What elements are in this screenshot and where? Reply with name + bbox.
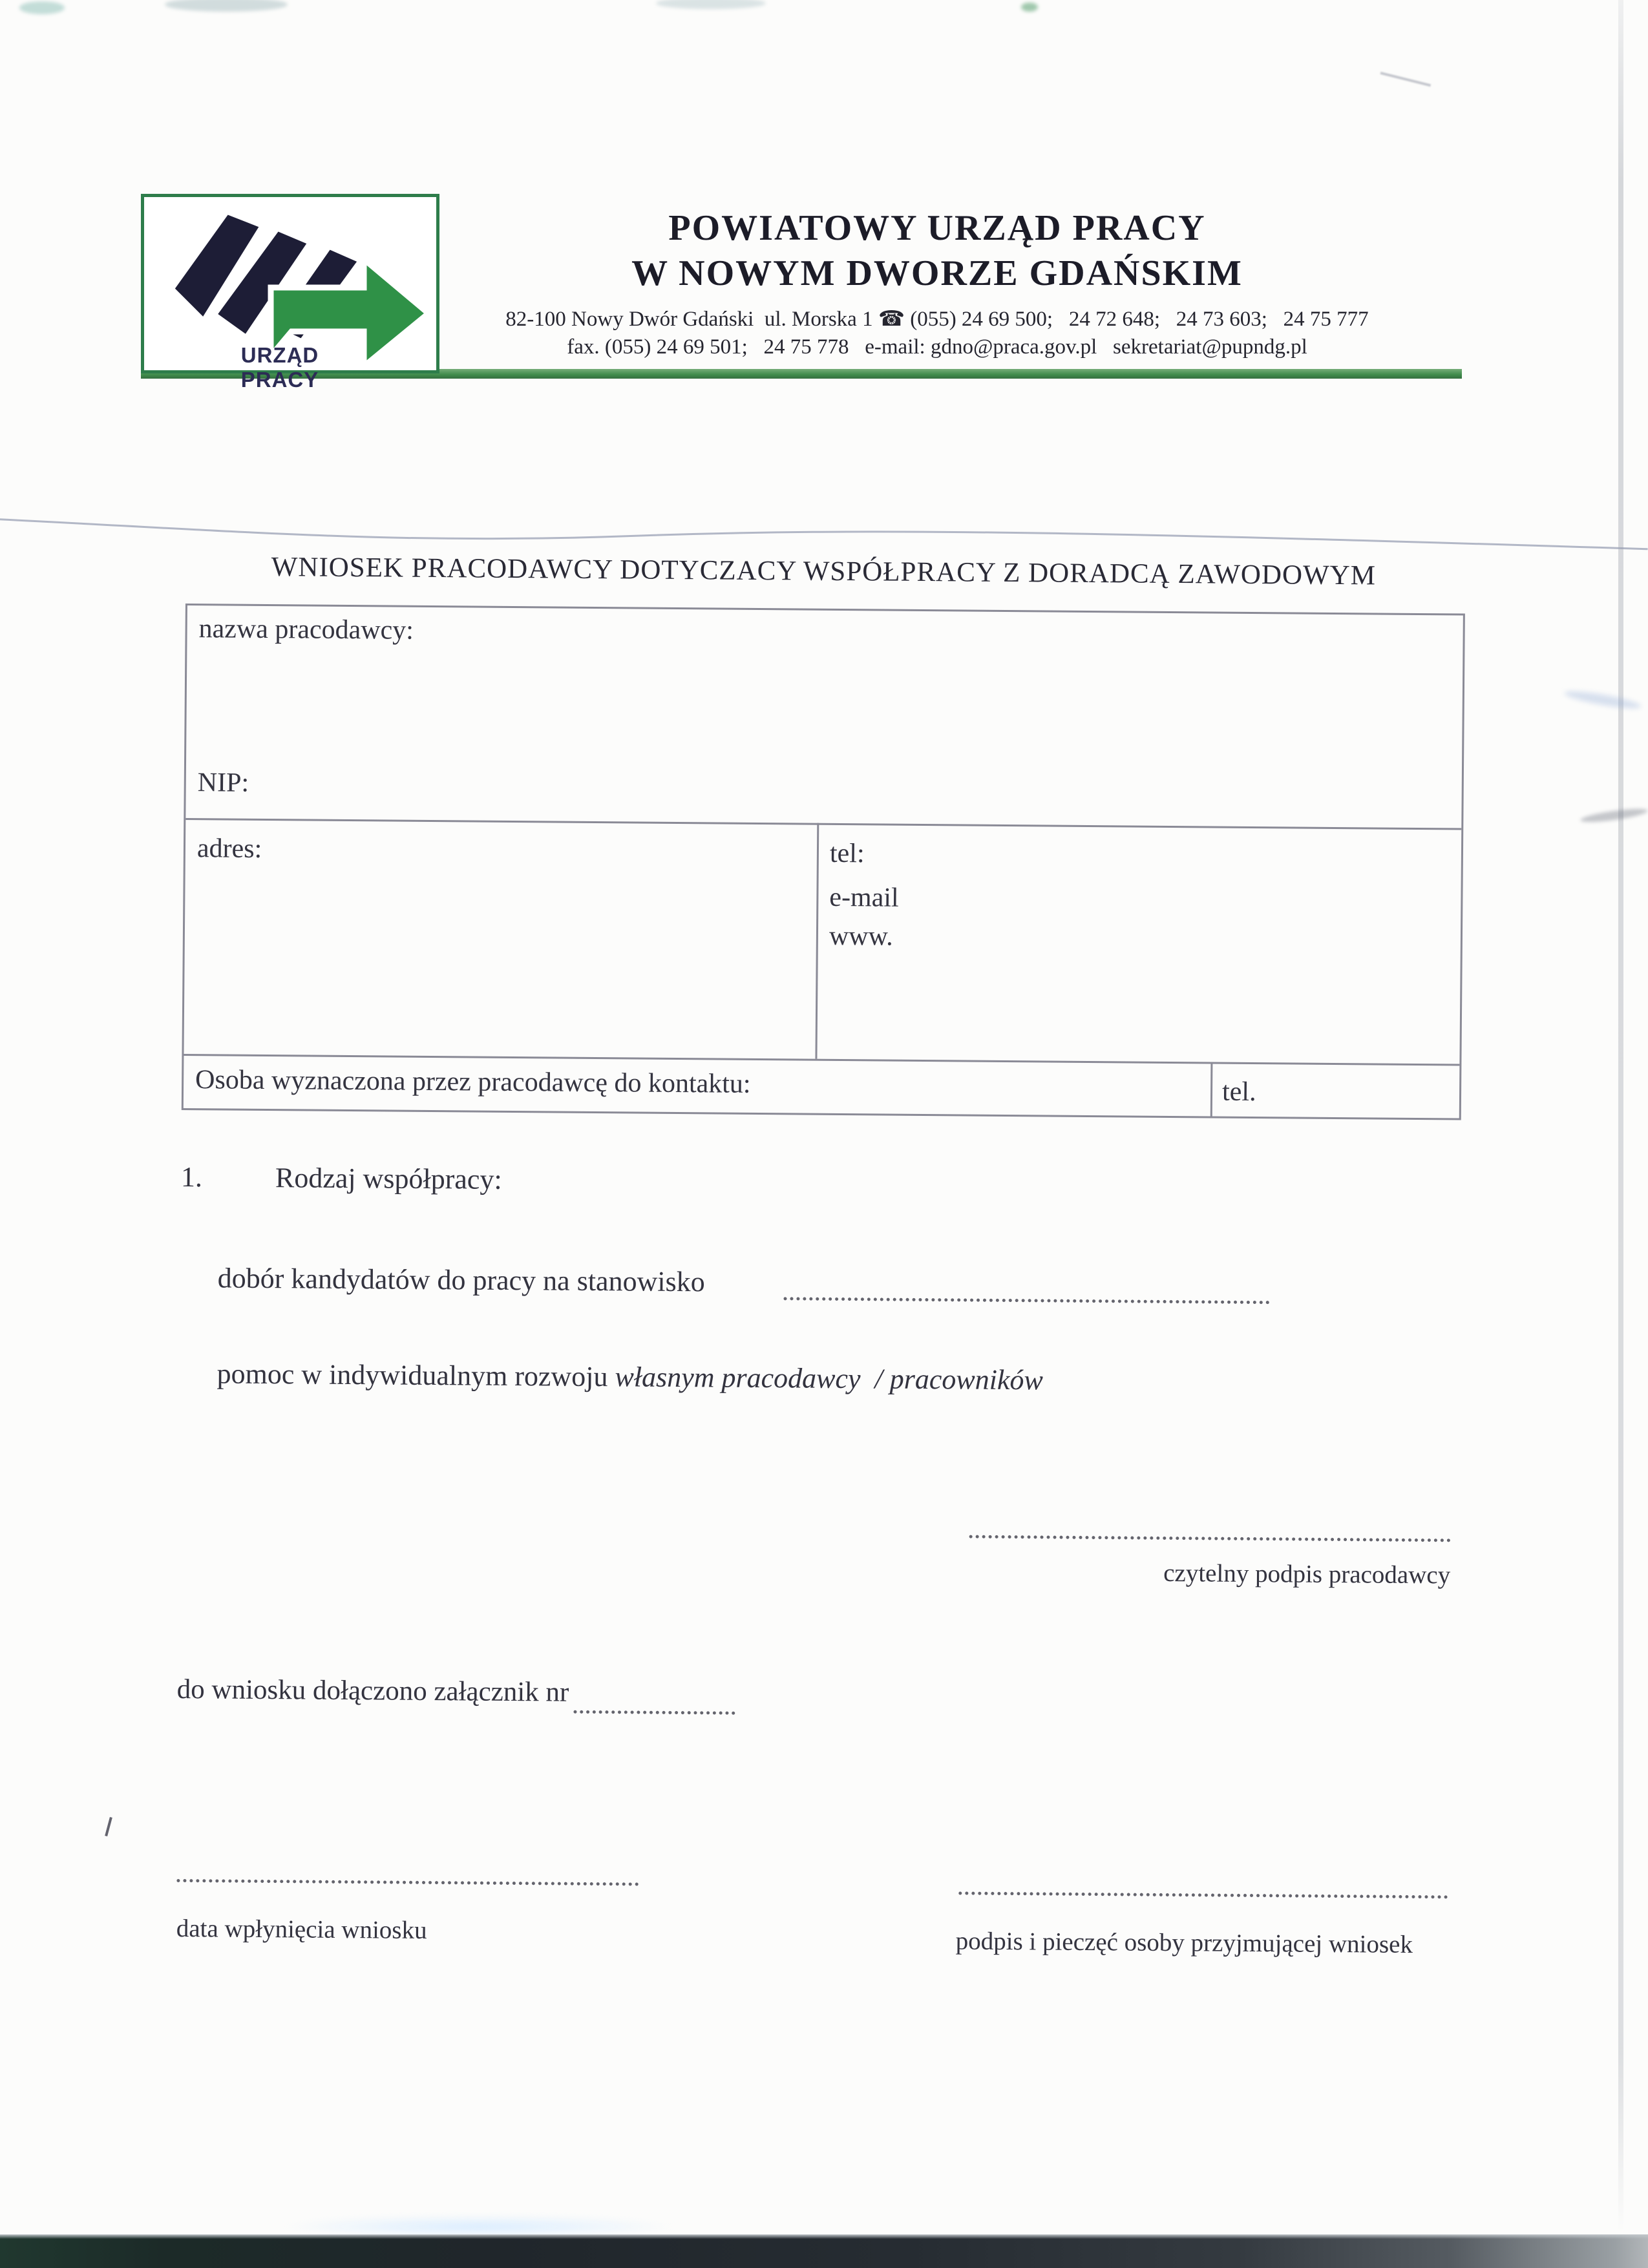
employer-data-table <box>182 604 1465 1120</box>
address-label: adres: <box>196 834 262 864</box>
position-dotted-line <box>784 1297 1270 1304</box>
nip-label: NIP: <box>197 768 249 798</box>
tel-label: tel: <box>829 838 865 869</box>
employer-name-label: nazwa pracodawcy: <box>198 614 414 646</box>
option2-regular: pomoc w indywidualnym rozwoju <box>217 1358 615 1393</box>
date-caption: data wpłynięcia wniosku <box>176 1914 427 1944</box>
table-border <box>1210 1062 1213 1116</box>
receiver-caption: podpis i pieczęć osoby przyjmującej wniosek <box>955 1927 1413 1958</box>
scanner-bed-strip <box>0 2234 1648 2268</box>
logo-caption: URZĄD PRACY <box>240 343 319 392</box>
table-border <box>184 1054 1459 1066</box>
signature-caption: czytelny podpis pracodawcy <box>1163 1559 1451 1590</box>
section1-number: 1. <box>180 1160 203 1193</box>
attachment-dotted-line <box>573 1710 735 1715</box>
fax-email-line: fax. (055) 24 69 501; 24 75 778 e-mail: gdno@praca.gov.pl sekretariat@pupndg.pl <box>567 335 1307 359</box>
phone-icon: ☎ <box>878 306 905 331</box>
option1-text: dobór kandydatów do pracy na stanowisko <box>217 1262 705 1298</box>
phone-numbers: (055) 24 69 500; 24 72 648; 24 73 603; 24 75 777 <box>904 308 1369 331</box>
contact-tel-label: tel. <box>1221 1076 1256 1108</box>
attachment-text: do wniosku dołączono załącznik nr <box>176 1674 569 1708</box>
section1-title: Rodzaj współpracy: <box>275 1162 502 1195</box>
table-border <box>185 818 1461 830</box>
email-label: e-mail <box>829 882 899 913</box>
table-border <box>815 823 819 1059</box>
org-name-line2: W NOWYM DWORZE GDAŃSKIM <box>631 253 1243 293</box>
signature-dotted-line <box>969 1535 1451 1542</box>
letterhead <box>420 205 1454 361</box>
org-name-line1: POWIATOWY URZĄD PRACY <box>668 208 1206 248</box>
receiver-dotted-line <box>958 1891 1448 1898</box>
www-label: www. <box>829 921 893 952</box>
form-title: WNIOSEK PRACODAWCY DOTYCZACY WSPÓŁPRACY Z DORADCĄ ZAWODOWYM <box>271 552 1377 591</box>
address-text: 82-100 Nowy Dwór Gdański ul. Morska 1 <box>505 308 878 331</box>
urzad-pracy-logo <box>141 194 439 392</box>
option2-italic: własnym pracodawcy / pracowników <box>615 1361 1044 1396</box>
option2-text <box>217 1357 1043 1396</box>
contact-person-label: Osoba wyznaczona przez pracodawcę do kontaktu: <box>195 1065 751 1099</box>
date-dotted-line <box>176 1879 639 1886</box>
address-line <box>420 305 1454 333</box>
